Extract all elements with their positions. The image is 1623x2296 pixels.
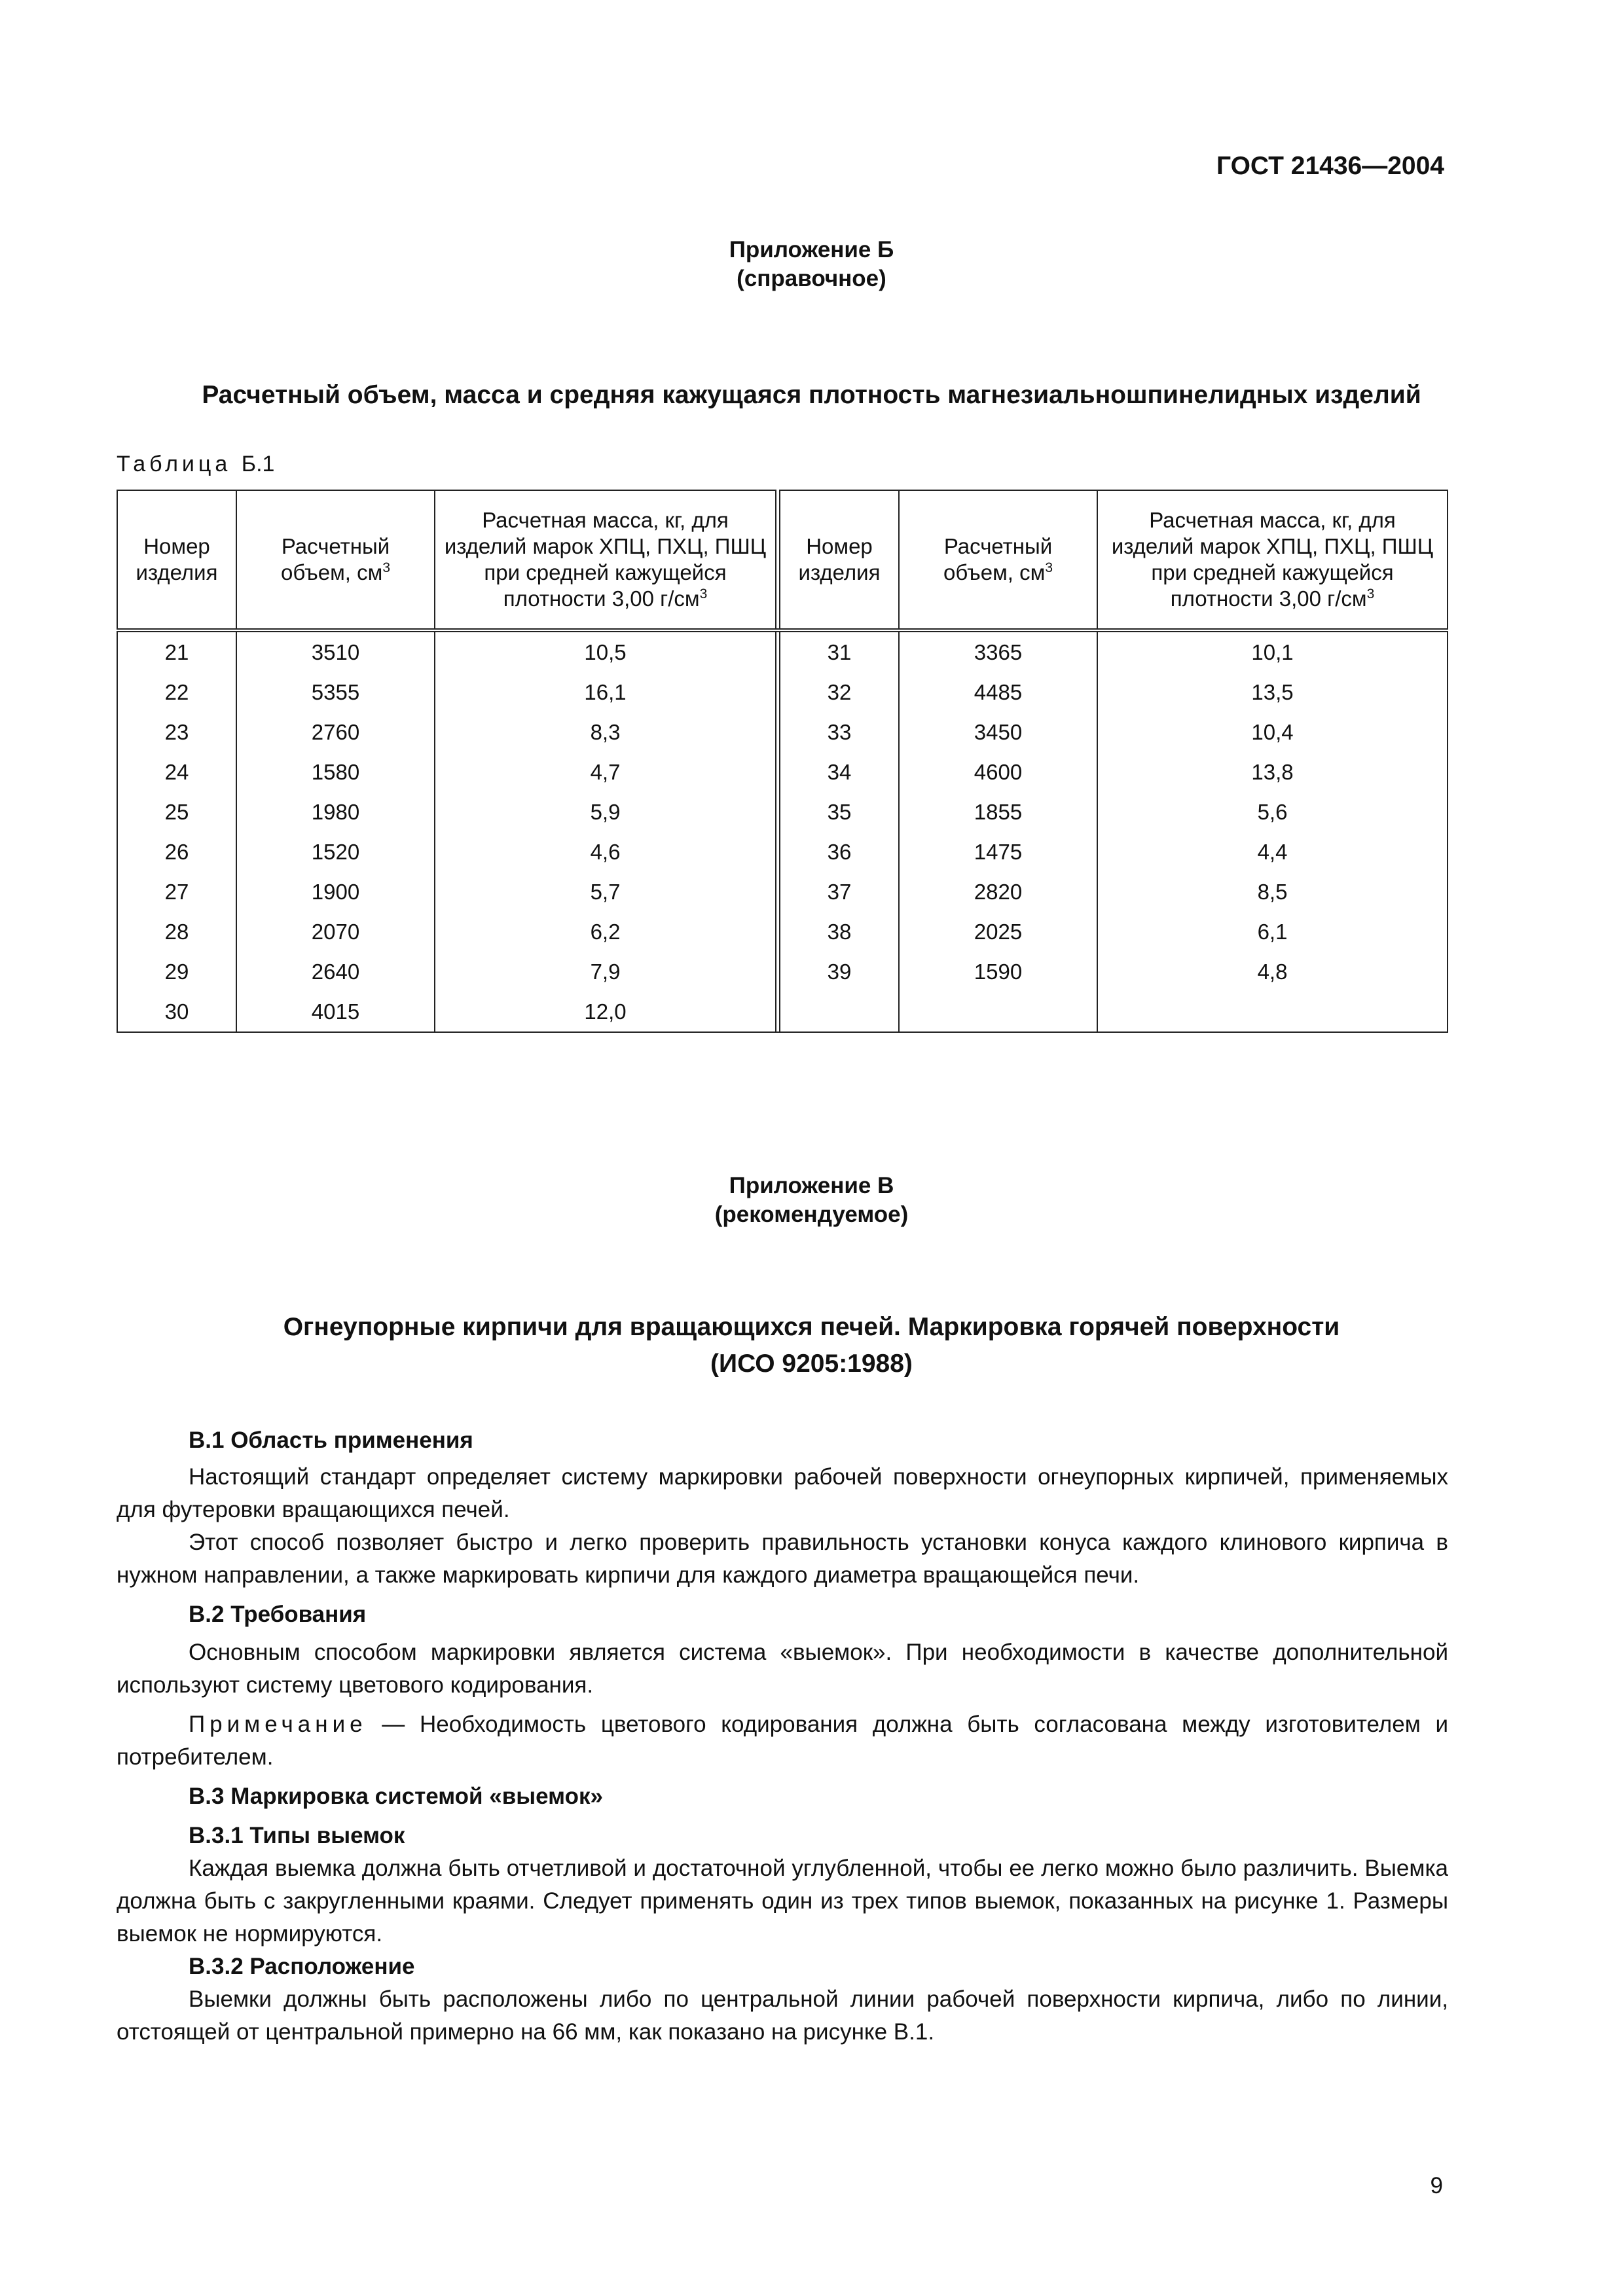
- table-row: [117, 712, 1448, 752]
- table-cell: 13,5: [1097, 672, 1448, 712]
- table-cell: 12,0: [435, 992, 776, 1032]
- table-cell: 4600: [899, 752, 1097, 792]
- table-heading: Расчетный объем, масса и средняя кажущаяся плотность магнезиальношпинелидных изделий: [202, 381, 1421, 409]
- table-cell: 35: [780, 792, 899, 832]
- table-label-word: Таблица: [117, 452, 232, 476]
- table-cell: 5,6: [1097, 792, 1448, 832]
- table-cell: 3450: [899, 712, 1097, 752]
- appendix-v-title: Приложение В: [729, 1173, 894, 1198]
- table-cell: 32: [780, 672, 899, 712]
- table-cell: 2820: [899, 872, 1097, 912]
- appendix-v-heading-line2: (ИСО 9205:1988): [710, 1350, 913, 1378]
- table-cell: 33: [780, 712, 899, 752]
- table-cell: 26: [117, 832, 236, 872]
- page-number: 9: [1430, 2173, 1443, 2198]
- table-cell: 4015: [236, 992, 435, 1032]
- table-cell: 21: [117, 632, 236, 672]
- table-cell: 5,9: [435, 792, 776, 832]
- table-cell: 4,8: [1097, 952, 1448, 992]
- section-b2-paragraph: Основным способом маркировки является система «выемок». При необходимости в качестве дополнительной используют систему цветового кодирования.: [117, 1640, 1448, 1698]
- col-header-volume: Расчетный объем, $см^3$: [236, 490, 435, 630]
- appendix-v-heading-line1: Огнеупорные кирпичи для вращающихся печей. Маркировка горячей поверхности: [283, 1313, 1340, 1341]
- table-cell: 1580: [236, 752, 435, 792]
- table-cell: 31: [780, 632, 899, 672]
- section-b31-title: В.3.1 Типы выемок: [189, 1823, 405, 1848]
- table-cell: 39: [780, 952, 899, 992]
- table-cell: 1590: [899, 952, 1097, 992]
- col-header-mass: Расчетная масса, кг, для изделий марок ХПЦ, ПХЦ, ПШЦ при средней кажущейся плотности 3,00 $г/см^3$: [435, 490, 776, 630]
- col-header-volume-2: Расчетный объем, $см^3$: [899, 490, 1097, 630]
- table-cell: 3510: [236, 632, 435, 672]
- table-cell: 23: [117, 712, 236, 752]
- table-cell: 10,4: [1097, 712, 1448, 752]
- table-cell: 13,8: [1097, 752, 1448, 792]
- table-cell: 22: [117, 672, 236, 712]
- col-header-number: Номер изделия: [117, 490, 236, 630]
- section-b1-title: В.1 Область применения: [189, 1427, 473, 1453]
- table-row: [117, 952, 1448, 992]
- table-cell: 25: [117, 792, 236, 832]
- col-header-number-2: Номер изделия: [780, 490, 899, 630]
- table-cell: 28: [117, 912, 236, 952]
- table-cell: 4,4: [1097, 832, 1448, 872]
- table-cell: 2760: [236, 712, 435, 752]
- table-cell: 29: [117, 952, 236, 992]
- table-row: [117, 672, 1448, 712]
- table-cell: 27: [117, 872, 236, 912]
- table-cell: 4,7: [435, 752, 776, 792]
- table-cell: 2640: [236, 952, 435, 992]
- appendix-b-subtitle: (справочное): [737, 266, 886, 291]
- table-cell: 8,3: [435, 712, 776, 752]
- table-cell: 1475: [899, 832, 1097, 872]
- section-b3-title: В.3 Маркировка системой «выемок»: [189, 1784, 603, 1809]
- note-text: — Необходимость цветового кодирования должна быть согласована между изготовителем и потребителем.: [117, 1712, 1448, 1770]
- table-row: [117, 872, 1448, 912]
- table-cell: 37: [780, 872, 899, 912]
- table-cell: 8,5: [1097, 872, 1448, 912]
- appendix-b-title: Приложение Б: [729, 237, 894, 262]
- table-row: [117, 992, 1448, 1032]
- section-b32-title: В.3.2 Расположение: [189, 1954, 415, 1979]
- note-label: Примечание: [189, 1712, 367, 1737]
- table-cell: 10,1: [1097, 632, 1448, 672]
- table-cell: 1900: [236, 872, 435, 912]
- section-b1-paragraph-1: Настоящий стандарт определяет систему маркировки рабочей поверхности огнеупорных кирпичей, применяемых для футеровки вращающихся печей.: [117, 1464, 1448, 1522]
- table-cell: 2070: [236, 912, 435, 952]
- table-cell: 1980: [236, 792, 435, 832]
- table-cell: 7,9: [435, 952, 776, 992]
- table-cell: 1520: [236, 832, 435, 872]
- appendix-v-subtitle: (рекомендуемое): [714, 1202, 909, 1227]
- table-cell: 6,1: [1097, 912, 1448, 952]
- table-cell: [780, 992, 899, 1032]
- table-row: [117, 752, 1448, 792]
- table-cell: 6,2: [435, 912, 776, 952]
- table-cell: 34: [780, 752, 899, 792]
- table-cell: 2025: [899, 912, 1097, 952]
- section-b32-paragraph: Выемки должны быть расположены либо по центральной линии рабочей поверхности кирпича, либо по линии, отстоящей от центральной примерно на 66 мм, как показано на рисунке В.1.: [117, 1986, 1448, 2045]
- table-row: [117, 912, 1448, 952]
- table-label: [117, 452, 274, 477]
- section-b2-note: [117, 1708, 1448, 1774]
- table-cell: 5,7: [435, 872, 776, 912]
- table-header-row: [117, 490, 1448, 630]
- table-cell: [899, 992, 1097, 1032]
- section-b31-paragraph: Каждая выемка должна быть отчетливой и достаточной углубленной, чтобы ее легко можно было различить. Выемка должна быть с закругленными краями. Следует применять один из трех типов выемок, показанных на рисунке 1. Размеры выемок не нормируются.: [117, 1856, 1448, 1946]
- col-header-mass-2: Расчетная масса, кг, для изделий марок ХПЦ, ПХЦ, ПШЦ при средней кажущейся плотности 3,00 $г/см^3$: [1097, 490, 1448, 630]
- table-cell: 24: [117, 752, 236, 792]
- table-label-number: Б.1: [241, 452, 275, 476]
- table-row: [117, 832, 1448, 872]
- table-cell: 38: [780, 912, 899, 952]
- data-table: [117, 490, 1448, 1033]
- table-cell: 4,6: [435, 832, 776, 872]
- table-cell: 5355: [236, 672, 435, 712]
- appendix-v-body: [117, 1424, 1448, 2049]
- table-cell: 3365: [899, 632, 1097, 672]
- section-b2-title: В.2 Требования: [189, 1602, 367, 1627]
- table-row: [117, 632, 1448, 672]
- table-cell: [1097, 992, 1448, 1032]
- document-code: ГОСТ 21436—2004: [1216, 152, 1444, 180]
- table-cell: 10,5: [435, 632, 776, 672]
- table-cell: 1855: [899, 792, 1097, 832]
- section-b1-paragraph-2: Этот способ позволяет быстро и легко проверить правильность установки конуса каждого клинового кирпича в нужном направлении, а также маркировать кирпичи для каждого диаметра вращающейся печи.: [117, 1530, 1448, 1588]
- table-cell: 4485: [899, 672, 1097, 712]
- table-cell: 16,1: [435, 672, 776, 712]
- table-row: [117, 792, 1448, 832]
- table-cell: 36: [780, 832, 899, 872]
- table-cell: 30: [117, 992, 236, 1032]
